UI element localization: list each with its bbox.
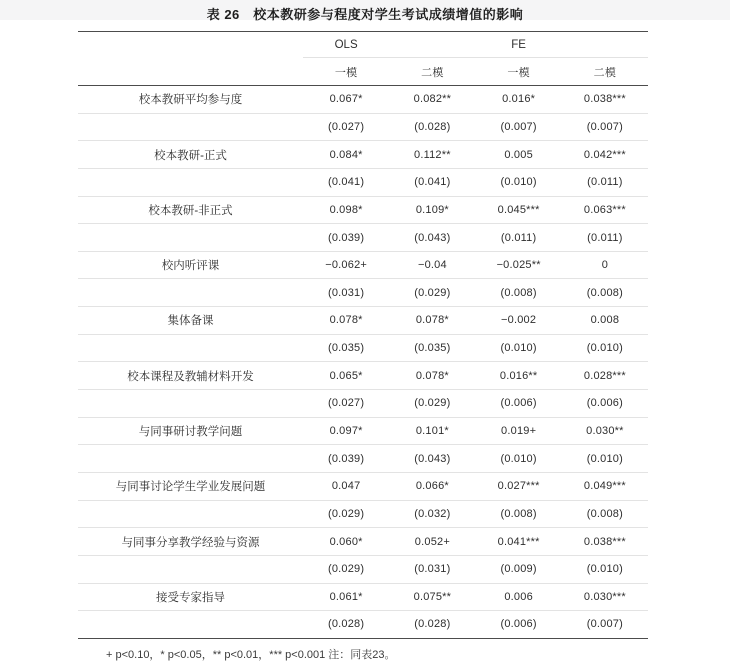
cell-value: (0.009) bbox=[500, 563, 537, 576]
header-label-spacer bbox=[78, 32, 303, 58]
cell-value: (0.010) bbox=[586, 342, 623, 355]
cell-value: 0.084* bbox=[329, 148, 363, 161]
header-groups bbox=[303, 32, 648, 58]
cell-value: (0.029) bbox=[414, 397, 451, 410]
header-subrow bbox=[78, 58, 648, 85]
row-label: 校本教研-正式 bbox=[154, 149, 227, 162]
table-row bbox=[78, 335, 648, 363]
column-header: 二模 bbox=[421, 66, 444, 79]
row-label: 与同事讨论学生学业发展问题 bbox=[115, 481, 266, 494]
cell-value: (0.007) bbox=[500, 120, 537, 133]
cell-value: 0.019+ bbox=[501, 425, 537, 437]
cell-value: 0.030*** bbox=[583, 590, 626, 603]
table-row bbox=[78, 197, 648, 225]
cell-value: 0.082** bbox=[413, 93, 452, 106]
cell-value: 0.075** bbox=[413, 590, 452, 603]
cell-value: −0.002 bbox=[501, 314, 537, 327]
cell-value: 0.101* bbox=[415, 425, 449, 437]
cell-value: (0.010) bbox=[500, 342, 537, 355]
cell-value: (0.027) bbox=[327, 397, 365, 410]
cell-value: 0.063*** bbox=[583, 203, 626, 216]
table-row bbox=[78, 501, 648, 529]
cell-value: 0.049*** bbox=[583, 480, 626, 493]
cell-value: (0.035) bbox=[327, 342, 365, 355]
cell-value: 0.078* bbox=[415, 314, 449, 327]
cell-value: 0.109* bbox=[415, 203, 449, 216]
cell-value: −0.025** bbox=[496, 259, 541, 272]
cell-value: 0.067* bbox=[329, 93, 363, 106]
cell-value: −0.062+ bbox=[325, 259, 368, 272]
table-footnote: + p<0.10，* p<0.05，** p<0.01，*** p<0.001 注：同表23。 bbox=[106, 649, 396, 661]
cell-value: (0.008) bbox=[500, 507, 537, 520]
cell-value: (0.032) bbox=[414, 507, 451, 520]
cell-value: (0.006) bbox=[500, 618, 537, 631]
table-title: 表 26 校本教研参与程度对学生考试成绩增值的影响 bbox=[206, 7, 524, 22]
cell-value: 0.078* bbox=[329, 314, 363, 327]
cell-value: 0.061* bbox=[329, 590, 363, 603]
cell-value: 0.065* bbox=[329, 369, 363, 382]
cell-value: 0.060* bbox=[329, 535, 363, 548]
table-row bbox=[78, 362, 648, 390]
cell-value: (0.008) bbox=[500, 286, 537, 299]
cell-value: 0.027*** bbox=[497, 480, 540, 493]
cell-value: (0.031) bbox=[414, 563, 451, 576]
table-row bbox=[78, 114, 648, 142]
row-label: 接受专家指导 bbox=[156, 591, 225, 604]
cell-value: 0.112** bbox=[414, 148, 451, 161]
cell-value: (0.043) bbox=[414, 452, 451, 465]
cell-value: (0.029) bbox=[327, 563, 365, 576]
cell-value: (0.010) bbox=[500, 176, 537, 189]
cell-value: (0.008) bbox=[586, 286, 623, 299]
cell-value: (0.028) bbox=[414, 618, 451, 631]
table-row bbox=[78, 307, 648, 335]
cell-value: 0.028*** bbox=[583, 369, 626, 382]
cell-value: (0.007) bbox=[586, 120, 623, 133]
cell-value: 0.041*** bbox=[497, 535, 540, 548]
cell-value: 0.042*** bbox=[583, 148, 626, 161]
table-row bbox=[78, 390, 648, 418]
table-row bbox=[78, 556, 648, 584]
cell-value: 0.005 bbox=[504, 148, 533, 161]
cell-value: (0.028) bbox=[414, 120, 451, 133]
table-row bbox=[78, 224, 648, 252]
cell-value: 0 bbox=[601, 259, 609, 272]
cell-value: (0.011) bbox=[587, 176, 623, 189]
column-header: 二模 bbox=[593, 66, 617, 79]
cell-value: (0.006) bbox=[586, 397, 623, 410]
cell-value: (0.010) bbox=[586, 452, 623, 465]
cell-value: (0.011) bbox=[500, 231, 537, 244]
cell-value: 0.038*** bbox=[583, 93, 626, 106]
column-group-fe: FE bbox=[511, 38, 526, 51]
row-label: 校本教研-非正式 bbox=[148, 204, 233, 217]
cell-value: −0.04 bbox=[417, 259, 447, 272]
table-row bbox=[78, 473, 648, 501]
cell-value: (0.029) bbox=[327, 507, 365, 520]
cell-value: 0.038*** bbox=[583, 535, 626, 548]
cell-value: (0.043) bbox=[414, 231, 451, 244]
cell-value: (0.011) bbox=[587, 231, 623, 244]
cell-value: (0.007) bbox=[586, 618, 623, 631]
row-label: 集体备课 bbox=[167, 315, 214, 328]
cell-value: (0.039) bbox=[327, 452, 365, 465]
cell-value: 0.008 bbox=[590, 314, 620, 327]
cell-value: (0.041) bbox=[327, 176, 365, 189]
header-group-row bbox=[78, 32, 648, 58]
cell-value: 0.078* bbox=[415, 369, 449, 382]
table-row bbox=[78, 584, 648, 612]
table-row bbox=[78, 252, 648, 280]
table-row bbox=[78, 418, 648, 446]
cell-value: 0.098* bbox=[329, 203, 363, 216]
cell-value: (0.006) bbox=[500, 397, 537, 410]
row-label: 校内听评课 bbox=[161, 260, 220, 273]
row-label: 与同事分享教学经验与资源 bbox=[121, 536, 260, 549]
row-label: 与同事研讨教学问题 bbox=[138, 426, 243, 438]
cell-value: (0.010) bbox=[586, 563, 623, 576]
row-label: 校本教研平均参与度 bbox=[138, 94, 243, 107]
column-header: 一模 bbox=[334, 66, 358, 79]
table-header bbox=[78, 32, 648, 86]
cell-value: (0.029) bbox=[414, 286, 451, 299]
regression-table bbox=[78, 31, 648, 639]
table-row bbox=[78, 279, 648, 307]
table-row bbox=[78, 611, 648, 639]
table-row bbox=[78, 86, 648, 114]
cell-value: 0.045*** bbox=[497, 203, 540, 216]
cell-value: (0.008) bbox=[586, 507, 623, 520]
cell-value: (0.041) bbox=[414, 176, 451, 189]
row-label: 校本课程及教辅材料开发 bbox=[127, 370, 254, 383]
cell-value: 0.016* bbox=[502, 93, 536, 106]
table-row bbox=[78, 169, 648, 197]
cell-value: 0.006 bbox=[504, 590, 533, 603]
table-row bbox=[78, 528, 648, 556]
cell-value: 0.066* bbox=[415, 480, 449, 493]
cell-value: (0.028) bbox=[327, 618, 365, 631]
cell-value: 0.016** bbox=[499, 369, 538, 382]
cell-value: 0.030** bbox=[586, 425, 624, 437]
table-row bbox=[78, 445, 648, 473]
cell-value: 0.097* bbox=[329, 425, 363, 437]
column-group-ols: OLS bbox=[334, 38, 358, 51]
cell-value: 0.052+ bbox=[414, 535, 450, 548]
cell-value: (0.010) bbox=[500, 452, 537, 465]
table-row bbox=[78, 141, 648, 169]
cell-value: (0.031) bbox=[327, 286, 365, 299]
column-header: 一模 bbox=[507, 66, 530, 79]
cell-value: (0.039) bbox=[327, 231, 365, 244]
cell-value: (0.035) bbox=[414, 342, 451, 355]
cell-value: (0.027) bbox=[327, 120, 365, 133]
cell-value: 0.047 bbox=[331, 480, 361, 493]
